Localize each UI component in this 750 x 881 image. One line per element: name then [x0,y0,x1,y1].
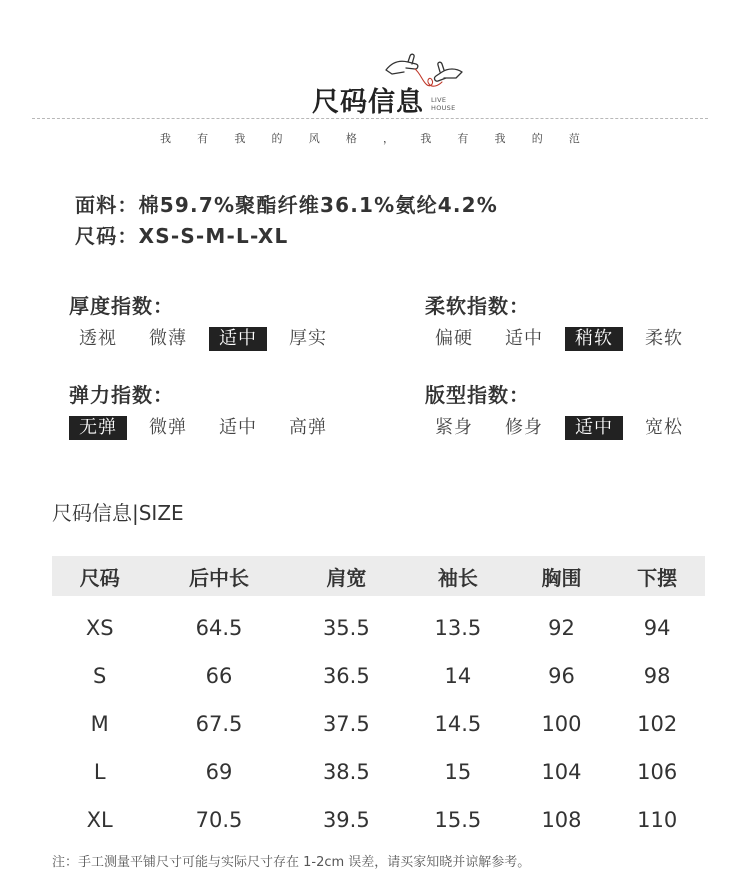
thickness-option: 厚实 [289,328,327,349]
thickness-option: 微薄 [149,328,187,349]
softness-index-title: 柔软指数： [425,294,530,318]
table-cell: M [90,712,109,736]
table-cell: 64.5 [195,616,243,640]
logo-text: LIVE HOUSE [431,96,456,112]
fit-option: 修身 [505,417,543,438]
thickness-index [69,290,349,351]
thickness-options [69,327,349,351]
elasticity-option: 微弹 [149,417,187,438]
fit-options [425,416,705,440]
table-cell: 106 [637,760,678,784]
table-cell: 104 [541,760,582,784]
table-cell: 70.5 [195,808,243,832]
table-cell: 13.5 [434,616,482,640]
table-cell: 36.5 [322,664,370,688]
fit-option: 宽松 [645,417,683,438]
table-cell: 14.5 [434,712,482,736]
elasticity-options [69,416,349,440]
table-cell: 66 [205,664,233,688]
header-divider [32,118,708,119]
softness-index [425,290,705,351]
table-row [52,700,705,748]
table-header-row [52,556,705,596]
table-cell: 35.5 [322,616,370,640]
fit-option: 紧身 [435,417,473,438]
elasticity-option: 适中 [219,417,257,438]
column-header: 尺码 [52,556,147,596]
table-cell: XS [85,616,114,640]
table-cell: L [93,760,106,784]
column-header: 胸围 [514,556,610,596]
material-spec: 面料：棉59.7%聚酯纤维36.1%氨纶4.2% [75,193,499,217]
thickness-option: 适中 [209,327,267,351]
table-cell: 67.5 [195,712,243,736]
softness-option: 柔软 [645,328,683,349]
table-cell: 108 [541,808,582,832]
size-section-heading: 尺码信息|SIZE [52,501,184,525]
softness-option: 适中 [505,328,543,349]
size-spec: 尺码：XS-S-M-L-XL [75,224,289,248]
fit-index [425,379,705,440]
slogan: 我 有 我 的 风 格 ， 我 有 我 的 范 [160,132,580,145]
table-cell: 96 [548,664,575,688]
table-cell: 39.5 [322,808,370,832]
elasticity-option: 无弹 [69,416,127,440]
table-cell: 15.5 [434,808,482,832]
table-row [52,796,705,844]
column-header: 下摆 [609,556,705,596]
table-cell: 100 [541,712,582,736]
table-cell: 14 [444,664,472,688]
table-cell: 37.5 [322,712,370,736]
softness-options [425,327,705,351]
page-title: 尺码信息 [312,87,424,118]
table-cell: 94 [643,616,671,640]
softness-option: 稍软 [565,327,623,351]
fit-option: 适中 [565,416,623,440]
elasticity-index-title: 弹力指数： [69,383,174,407]
fit-index-title: 版型指数： [425,383,530,407]
table-cell: 102 [637,712,678,736]
softness-option: 偏硬 [435,328,473,349]
thickness-index-title: 厚度指数： [69,294,174,318]
table-cell: 92 [548,616,575,640]
table-row [52,652,705,700]
table-cell: 110 [637,808,678,832]
thickness-option: 透视 [79,328,117,349]
table-cell: 69 [205,760,233,784]
column-header: 后中长 [147,556,290,596]
column-header: 袖长 [402,556,514,596]
measurement-note: 注：手工测量平铺尺寸可能与实际尺寸存在 1-2cm 误差，请买家知晓并谅解参考。 [52,855,531,870]
table-cell: S [93,664,107,688]
elasticity-option: 高弹 [289,417,327,438]
table-cell: 15 [444,760,472,784]
table-row [52,748,705,796]
column-header: 肩宽 [291,556,403,596]
size-table [52,556,705,844]
table-cell: 38.5 [322,760,370,784]
table-row [52,596,705,652]
table-cell: 98 [643,664,671,688]
elasticity-index [69,379,349,440]
table-cell: XL [86,808,113,832]
